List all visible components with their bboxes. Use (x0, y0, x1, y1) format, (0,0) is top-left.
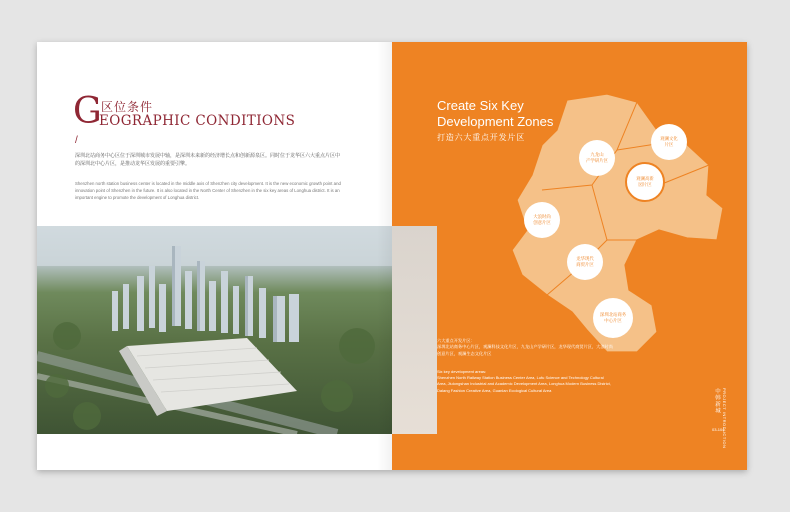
zone-label: 九龙山 (590, 152, 604, 157)
zone-bubble-2 (651, 124, 687, 160)
brand-vertical-english: PROJECT INTRODUCTION (722, 388, 727, 449)
zone-bubble-1 (579, 140, 615, 176)
legend-en-title: Six key development areas: (437, 369, 487, 374)
aerial-city-photo (37, 226, 392, 434)
zone-label: 大浪时尚 (533, 214, 551, 219)
legend-english (437, 369, 612, 394)
brand-vertical-chinese: 中韩新城 (714, 388, 720, 414)
zones-heading-line1: Create Six Key (437, 98, 524, 113)
zones-heading-line2: Development Zones (437, 114, 554, 129)
zone-label: 产学研片区 (586, 158, 608, 163)
zones-heading-chinese: 打造六大重点开发片区 (437, 133, 525, 142)
zone-label: 观澜高新 (636, 176, 654, 181)
district-map (487, 90, 742, 360)
zone-bubble-4 (524, 202, 560, 238)
zone-label: 园片区 (638, 182, 652, 187)
gutter-shadow (377, 42, 392, 470)
title-initial: G (73, 91, 102, 132)
zone-bubble-3 (626, 163, 664, 201)
aerial-city-illustration (37, 226, 392, 434)
zone-label: 中心片区 (604, 318, 622, 323)
legend-en-text: Shenzhen North Railway Station Business Center Area, Lufu Science and Technology Cultural Area, Jiulongshan Industrial and Academic Development Area, Longhua Modern Business District, Dalang Fashion Creative Area, Guanlan Ecological Cultural Area (437, 375, 611, 393)
zone-bubble-6 (593, 298, 633, 338)
title-slash: / (75, 135, 78, 146)
body-text-chinese: 深圳北站商务中心区位于深圳城市发展中轴，是深圳未来新的经济增长点和创新源泉区。同时位于龙华区六大重点片区中的深圳北中心片区，是推动龙华区发展的重要引擎。 (75, 153, 341, 167)
right-page (392, 42, 747, 470)
body-text-english: Shenzhen north station business center is located in the middle axis of Shenzhen city development. It is the new economic growth point and innovation point of Shenzhen in the future. It is also located in the North Center of Shenzhen in the six key areas of Longhua district. It is an important engine to promote the development of Longhua district. (75, 181, 341, 200)
zone-bubble-5 (567, 244, 603, 280)
brochure-spread (37, 42, 747, 470)
photo-overlap-haze (392, 226, 437, 434)
title-english: EOGRAPHIC CONDITIONS (99, 113, 296, 129)
left-page (37, 42, 392, 470)
zone-label: 创意片区 (533, 220, 551, 225)
zone-label: 商贸片区 (576, 262, 594, 267)
title-chinese: 区位条件 (101, 100, 154, 114)
legend-cn-text: 深圳北站商务中心片区，观澜科技文化片区，九龙山产学研片区，龙华现代商贸片区，大浪时尚创意片区，观澜生态文化片区 (437, 344, 613, 356)
zone-label: 片区 (664, 142, 674, 147)
page-number: 03-104 (712, 427, 725, 432)
legend-chinese (437, 338, 617, 357)
legend-cn-title: 六大重点开发片区： (437, 338, 475, 343)
zone-label: 观澜文化 (660, 136, 678, 141)
zone-label: 龙华现代 (576, 256, 594, 261)
zone-label: 深圳北站商务 (599, 312, 627, 317)
